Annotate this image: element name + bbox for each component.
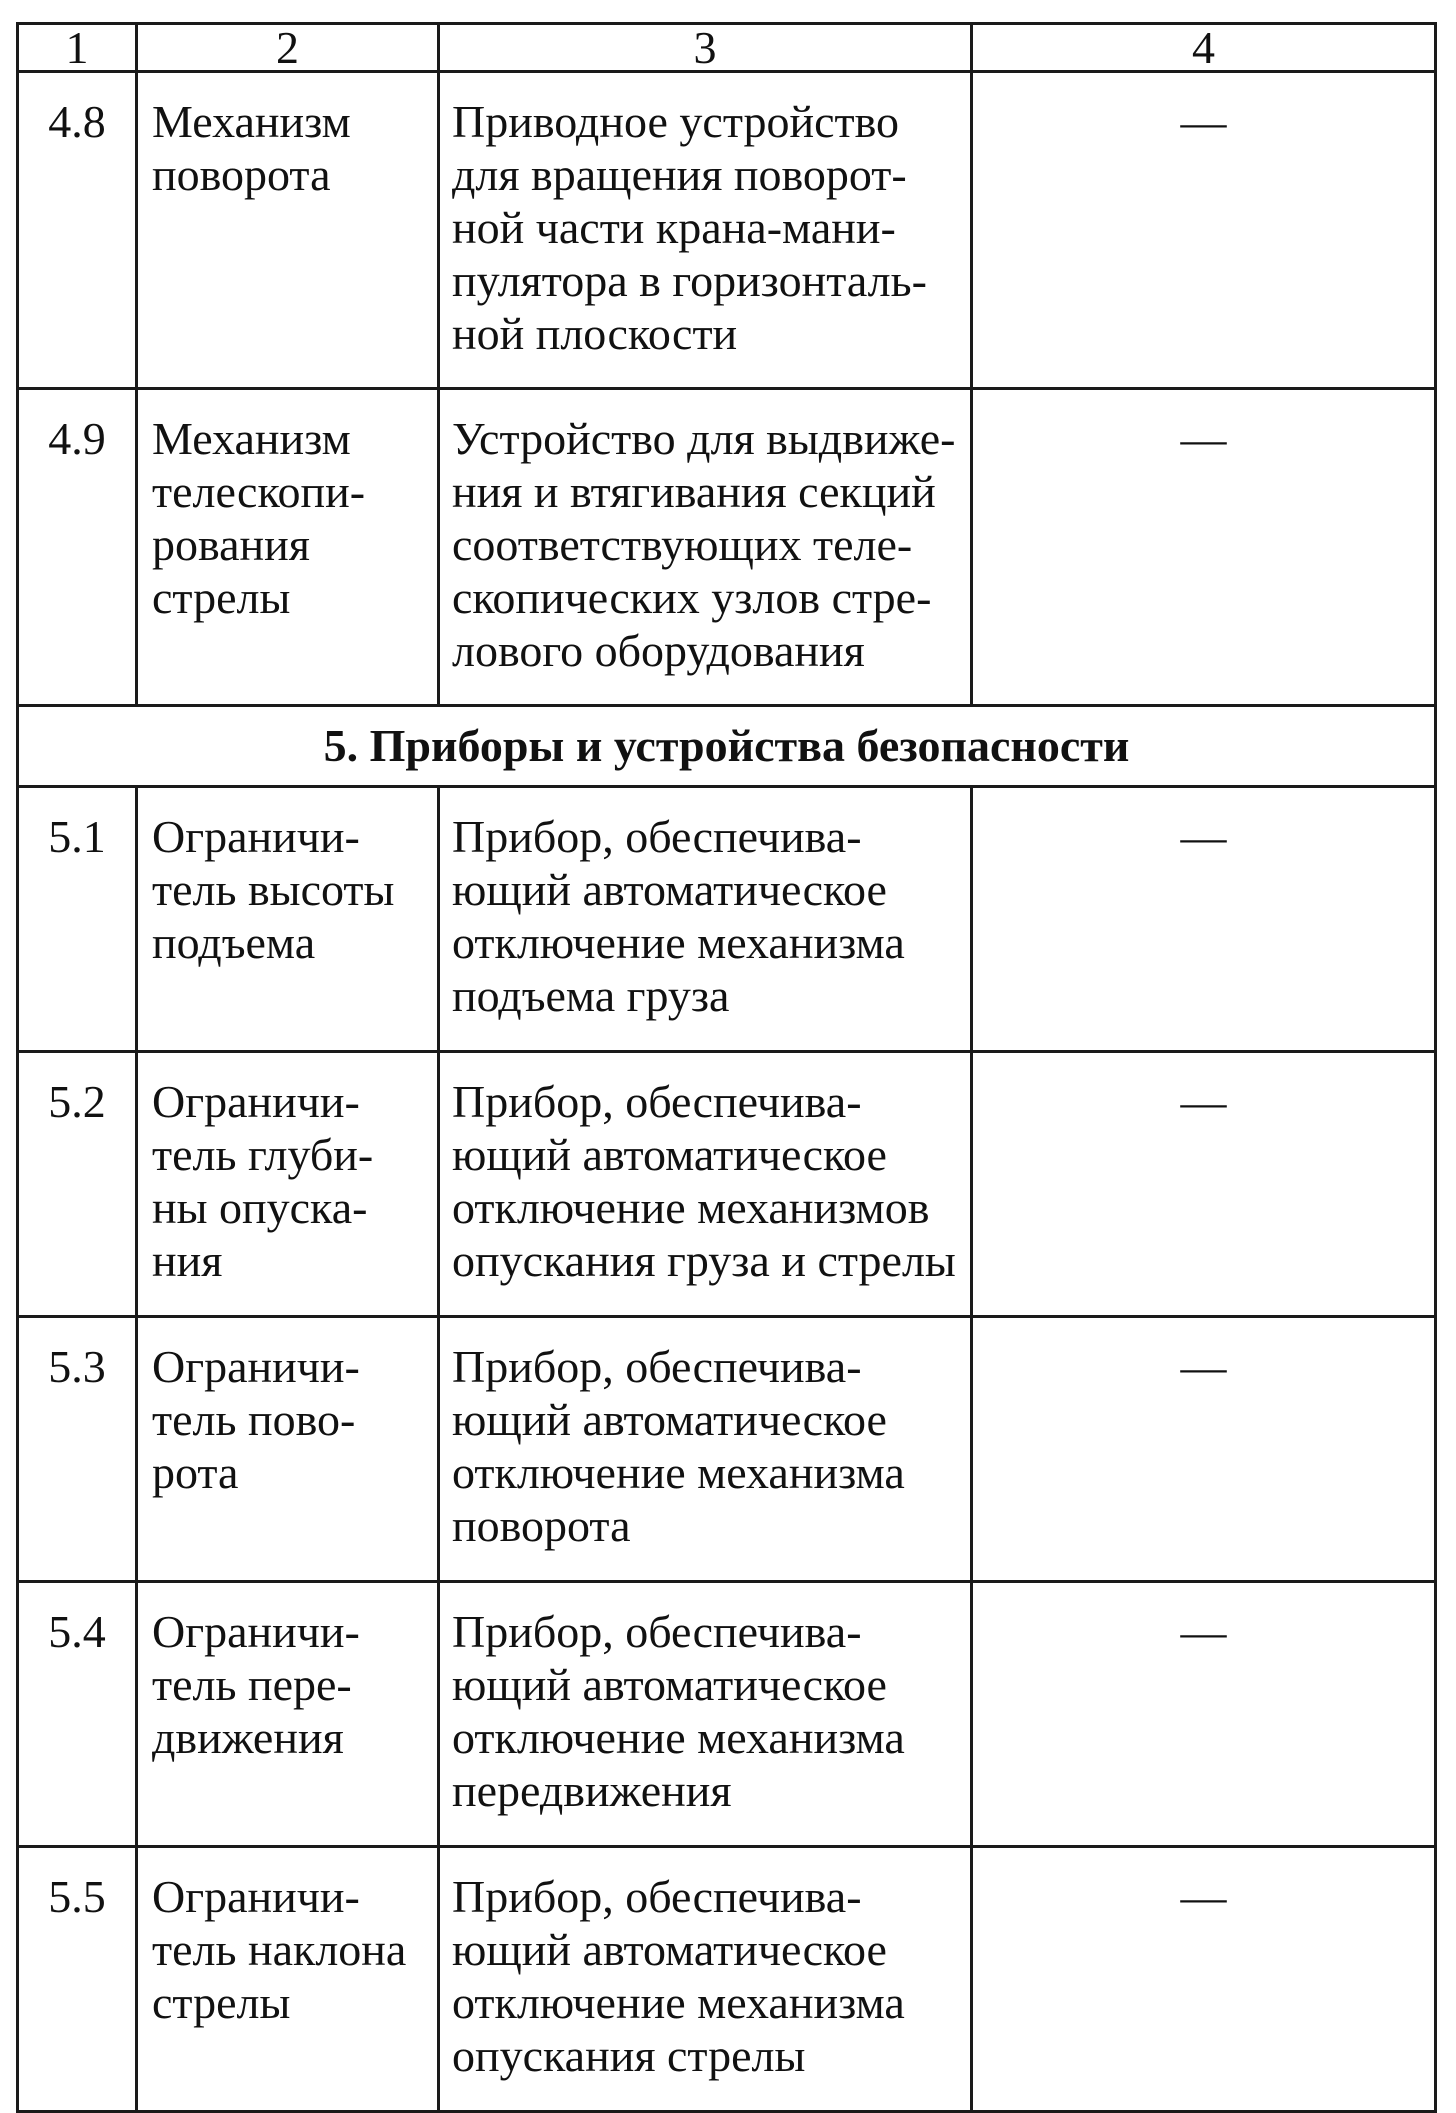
- desc-line: передвижения: [452, 1765, 732, 1816]
- specification-table: [16, 22, 1437, 2113]
- desc-line: пулятора в горизонталь-: [452, 255, 927, 306]
- row-name: [137, 389, 439, 706]
- desc-line: ющий автоматическое: [452, 1924, 887, 1975]
- table-row: [18, 1847, 1436, 2112]
- name-line: Механизм: [152, 96, 351, 147]
- name-line: рота: [152, 1447, 239, 1498]
- desc-line: ной части крана-мани-: [452, 202, 896, 253]
- table-row: [18, 787, 1436, 1052]
- header-cell-3: 3: [439, 24, 972, 72]
- row-name: [137, 787, 439, 1052]
- row-number: 5.5: [18, 1847, 137, 2112]
- section-row: [18, 706, 1436, 787]
- name-line: Ограничи-: [152, 1341, 360, 1392]
- desc-line: опускания стрелы: [452, 2030, 806, 2081]
- row-name: [137, 1052, 439, 1317]
- desc-line: Прибор, обеспечива-: [452, 1871, 862, 1922]
- table-row: [18, 389, 1436, 706]
- desc-line: ющий автоматическое: [452, 1394, 887, 1445]
- desc-line: отключение механизма: [452, 1977, 905, 2028]
- desc-line: Прибор, обеспечива-: [452, 1606, 862, 1657]
- desc-line: соответствующих теле-: [452, 519, 913, 570]
- row-name: [137, 1582, 439, 1847]
- table-row: [18, 1052, 1436, 1317]
- desc-line: отключение механизмов: [452, 1182, 930, 1233]
- table-row: [18, 1582, 1436, 1847]
- desc-line: скопических узлов стре-: [452, 572, 932, 623]
- desc-line: Прибор, обеспечива-: [452, 1341, 862, 1392]
- desc-line: ющий автоматическое: [452, 864, 887, 915]
- desc-line: поворота: [452, 1500, 631, 1551]
- name-line: тель высоты: [152, 864, 395, 915]
- name-line: тель глуби-: [152, 1129, 374, 1180]
- name-line: ния: [152, 1235, 223, 1286]
- name-line: Ограничи-: [152, 1076, 360, 1127]
- desc-line: Устройство для выдвиже-: [452, 413, 956, 464]
- name-line: стрелы: [152, 1977, 291, 2028]
- name-line: Ограничи-: [152, 811, 360, 862]
- desc-line: ной плоскости: [452, 308, 738, 359]
- table-row: [18, 1317, 1436, 1582]
- row-description: [439, 389, 972, 706]
- row-description: [439, 1317, 972, 1582]
- desc-line: лового оборудования: [452, 625, 865, 676]
- row-mark: —: [972, 787, 1436, 1052]
- row-number: 4.8: [18, 72, 137, 389]
- row-number: 4.9: [18, 389, 137, 706]
- name-line: поворота: [152, 149, 331, 200]
- table-row: [18, 72, 1436, 389]
- row-mark: —: [972, 1847, 1436, 2112]
- row-name: [137, 1847, 439, 2112]
- name-line: тель наклона: [152, 1924, 407, 1975]
- row-mark: —: [972, 72, 1436, 389]
- row-mark: —: [972, 1052, 1436, 1317]
- row-mark: —: [972, 389, 1436, 706]
- row-mark: —: [972, 1317, 1436, 1582]
- desc-line: отключение механизма: [452, 1712, 905, 1763]
- header-row: [18, 24, 1436, 72]
- name-line: ны опуска-: [152, 1182, 368, 1233]
- row-number: 5.3: [18, 1317, 137, 1582]
- desc-line: Прибор, обеспечива-: [452, 811, 862, 862]
- name-line: подъема: [152, 917, 316, 968]
- desc-line: отключение механизма: [452, 1447, 905, 1498]
- name-line: тель пере-: [152, 1659, 352, 1710]
- name-line: Ограничи-: [152, 1871, 360, 1922]
- row-description: [439, 1847, 972, 2112]
- desc-line: подъема груза: [452, 970, 730, 1021]
- desc-line: опускания груза и стрелы: [452, 1235, 956, 1286]
- desc-line: ющий автоматическое: [452, 1129, 887, 1180]
- name-line: рования: [152, 519, 310, 570]
- row-mark: —: [972, 1582, 1436, 1847]
- desc-line: Приводное устройство: [452, 96, 900, 147]
- row-number: 5.1: [18, 787, 137, 1052]
- name-line: Механизм: [152, 413, 351, 464]
- row-name: [137, 1317, 439, 1582]
- row-description: [439, 72, 972, 389]
- header-cell-1: 1: [18, 24, 137, 72]
- row-name: [137, 72, 439, 389]
- header-cell-2: 2: [137, 24, 439, 72]
- name-line: телескопи-: [152, 466, 366, 517]
- name-line: стрелы: [152, 572, 291, 623]
- desc-line: отключение механизма: [452, 917, 905, 968]
- row-description: [439, 1052, 972, 1317]
- row-description: [439, 1582, 972, 1847]
- header-cell-4: 4: [972, 24, 1436, 72]
- desc-line: ния и втягивания секций: [452, 466, 936, 517]
- name-line: тель пово-: [152, 1394, 356, 1445]
- row-number: 5.4: [18, 1582, 137, 1847]
- desc-line: для вращения поворот-: [452, 149, 907, 200]
- name-line: движения: [152, 1712, 344, 1763]
- row-description: [439, 787, 972, 1052]
- desc-line: Прибор, обеспечива-: [452, 1076, 862, 1127]
- row-number: 5.2: [18, 1052, 137, 1317]
- desc-line: ющий автоматическое: [452, 1659, 887, 1710]
- section-title: 5. Приборы и устройства безопасности: [18, 706, 1436, 787]
- name-line: Ограничи-: [152, 1606, 360, 1657]
